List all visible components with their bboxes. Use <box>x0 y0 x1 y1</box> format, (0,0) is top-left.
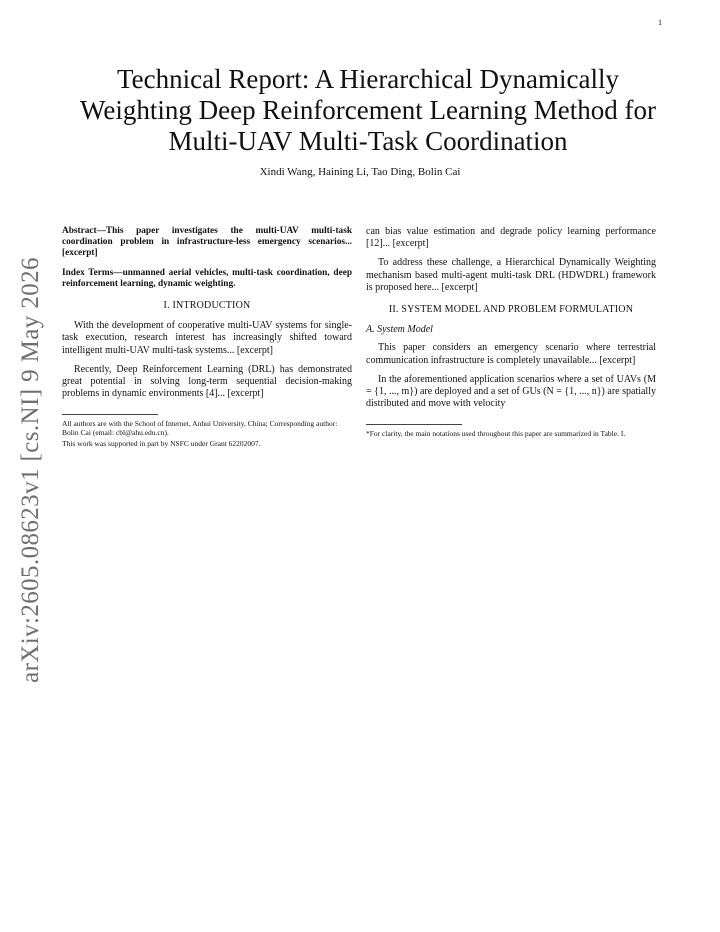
left-column <box>62 226 352 450</box>
left-footnote-1: All authors are with the School of Internet, Anhui University, China; Corresponding author: Bolin Cai (email: cbl@ahu.edu.cn). <box>62 419 338 438</box>
intro-heading: I. INTRODUCTION <box>163 300 251 312</box>
intro-paragraph-2: Recently, Deep Reinforcement Learning (DRL) has demonstrated great potential in solving long-term sequential decision-making problems in dynamic environments [4]... [excerpt] <box>62 363 352 400</box>
author-list: Xindi Wang, Haining Li, Tao Ding, Bolin Cai <box>259 166 461 178</box>
right-paragraph-1: can bias value estimation and degrade policy learning performance [12]... [excerpt] <box>366 226 656 250</box>
right-column <box>366 226 656 440</box>
left-footnote-rule <box>62 414 158 415</box>
intro-paragraph-1: With the development of cooperative multi-UAV systems for single-task execution, research interest has increasingly shifted toward intelligent multi-UAV multi-task systems... [excerpt] <box>62 320 352 356</box>
system-paragraph-2: In the aforementioned application scenarios where a set of UAVs (M = {1, ..., m}) are deployed and a set of GUs (N = {1, ..., n}) are spatially distributed and move with velocity <box>366 373 656 410</box>
paper-title: Technical Report: A Hierarchical Dynamically Weighting Deep Reinforcement Learning Method for Multi-UAV Multi-Task Coordination <box>80 64 656 156</box>
abstract: Abstract—This paper investigates the multi-UAV multi-task coordination problem in infrastructure-less emergency scenarios... [excerpt] <box>62 226 352 259</box>
subsection-system-model: A. System Model <box>366 324 433 336</box>
arxiv-sidebar <box>18 255 44 685</box>
right-footnote-rule <box>366 424 462 425</box>
left-footnote-2: This work was supported in part by NSFC under Grant 62202007. <box>62 439 261 449</box>
index-terms: Index Terms—unmanned aerial vehicles, multi-task coordination, deep reinforcement learning, dynamic weighting. <box>62 267 352 289</box>
section-2-heading: II. SYSTEM MODEL AND PROBLEM FORMULATION <box>388 304 634 316</box>
system-paragraph-1: This paper considers an emergency scenario where terrestrial communication infrastructure is completely unavailable... [excerpt] <box>366 342 656 366</box>
arxiv-label: arXiv:2605.08623v1 [cs.NI] 9 May 2026 <box>17 257 45 683</box>
page-number: 1 <box>658 18 662 27</box>
right-paragraph-2: To address these challenge, a Hierarchical Dynamically Weighting mechanism based multi-agent multi-task DRL (HDWDRL) framework is proposed here... [excerpt] <box>366 257 656 293</box>
right-footnote: *For clarity, the main notations used throughout this paper are summarized in Table. I. <box>366 429 626 439</box>
